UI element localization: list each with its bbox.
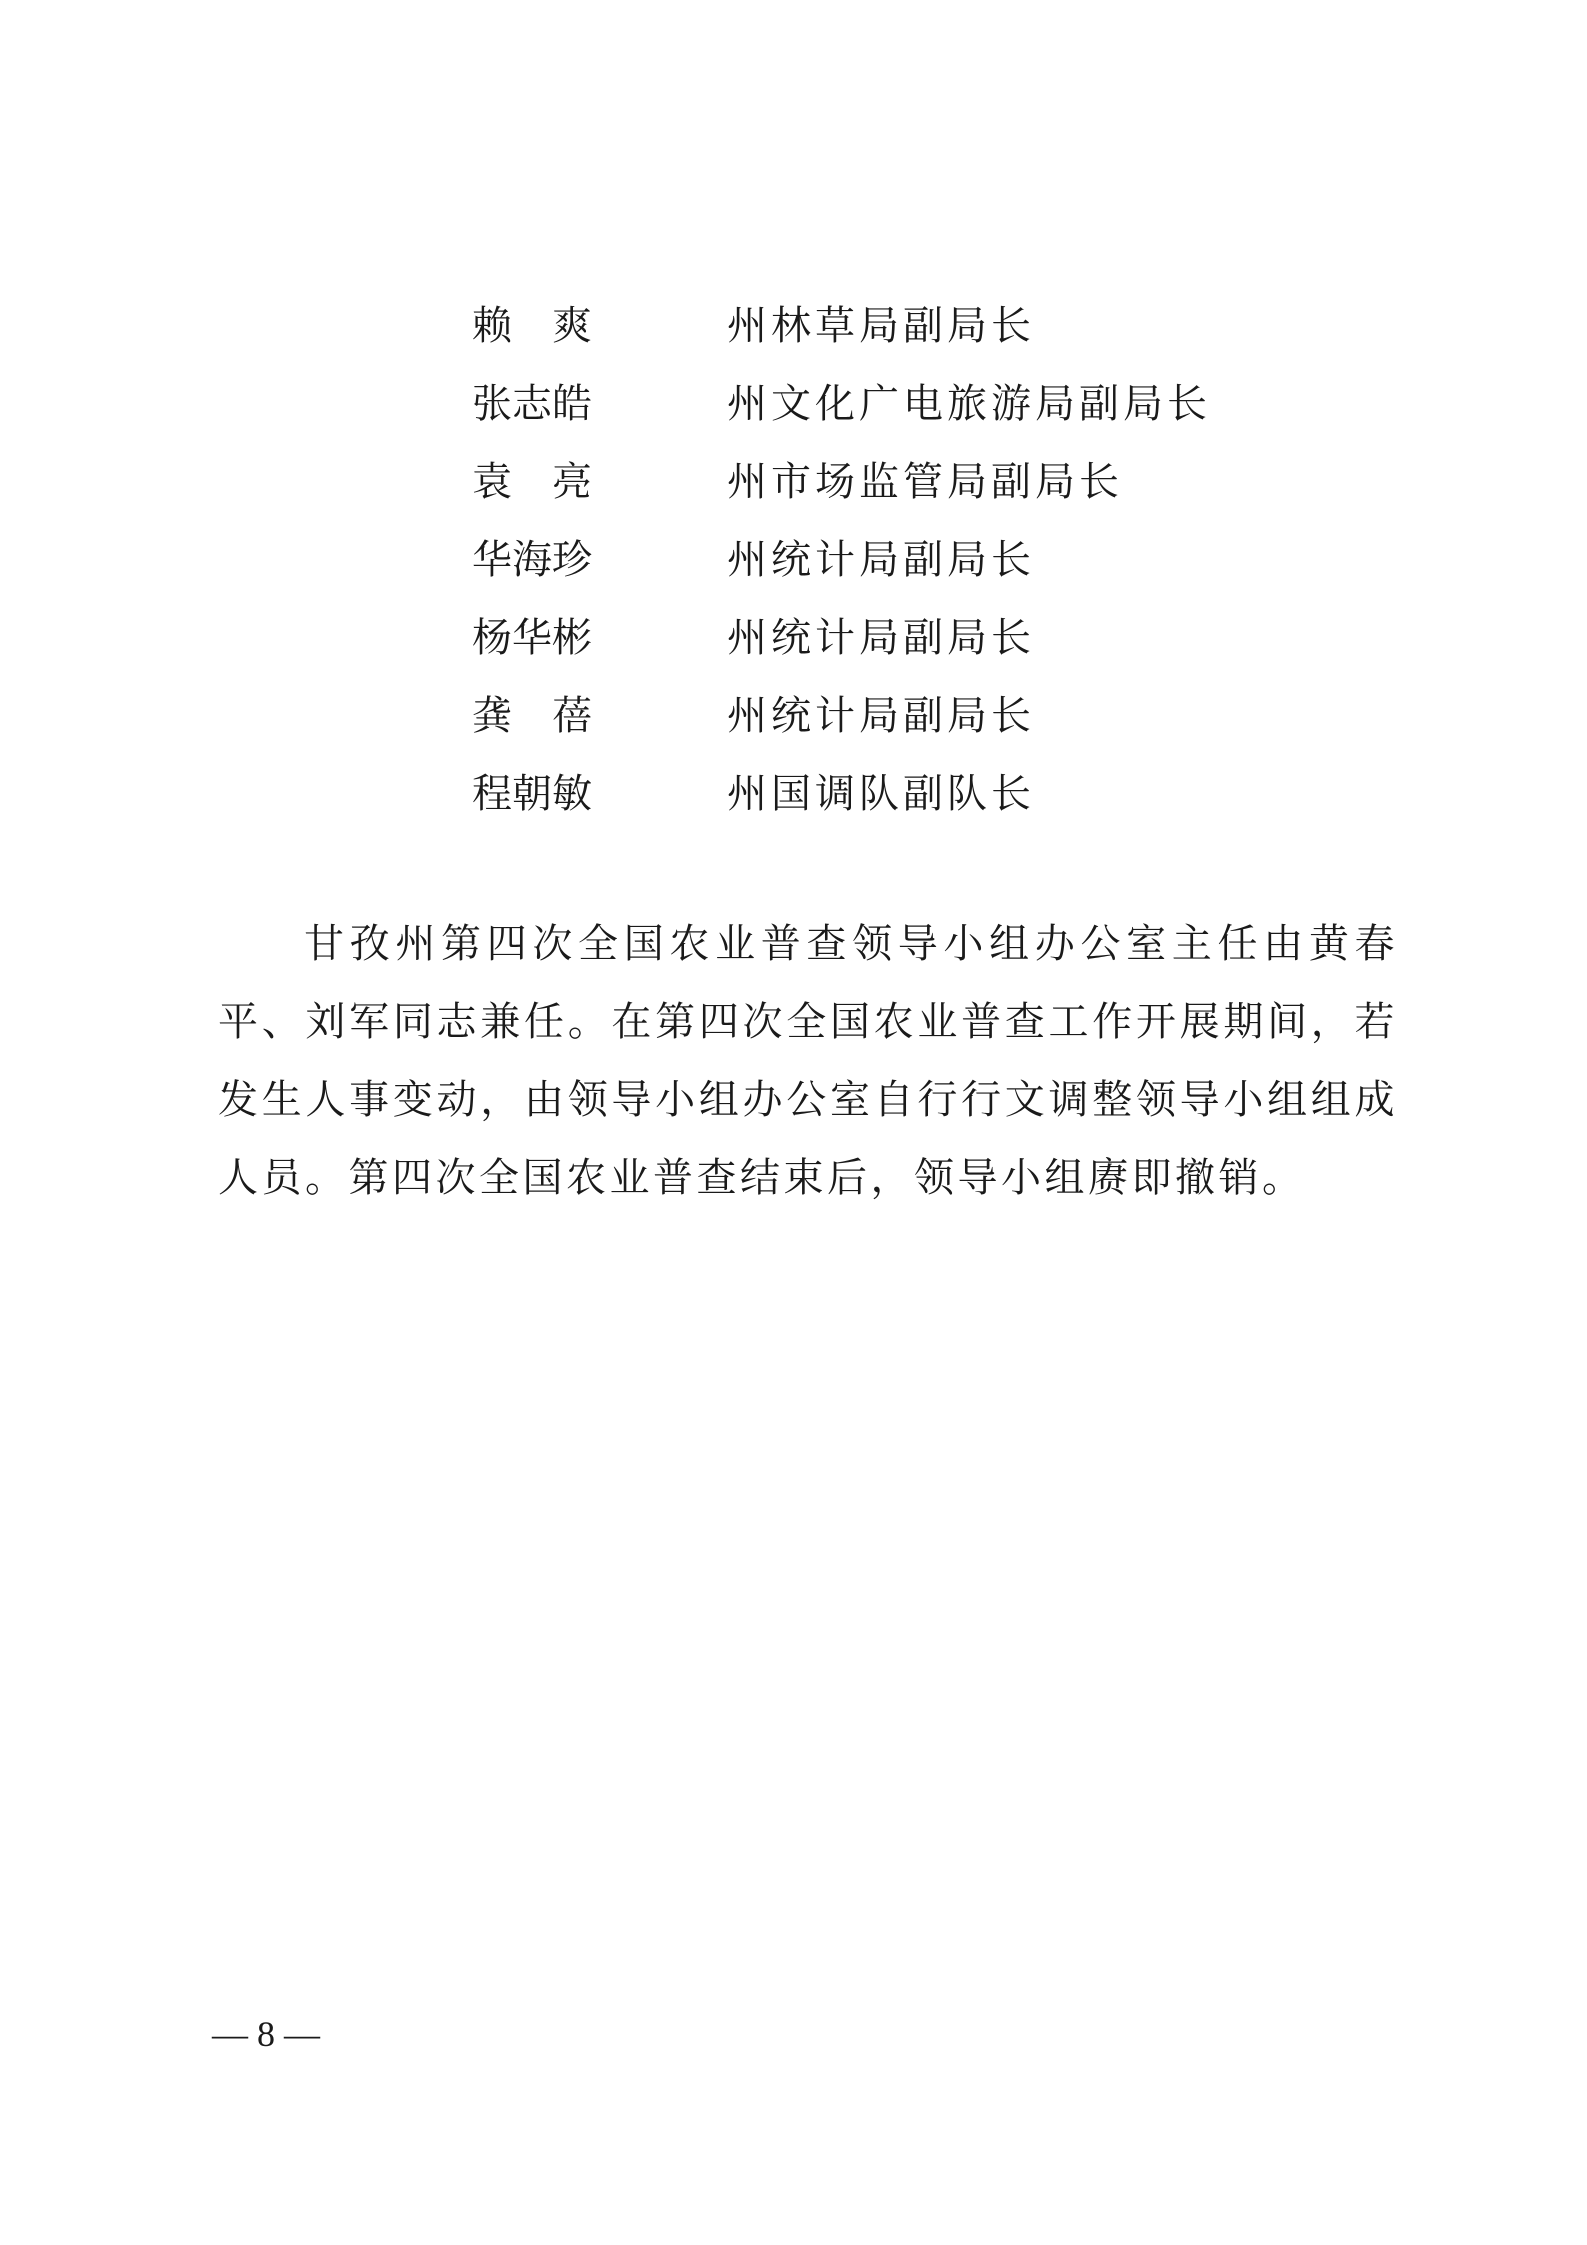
- member-row: [0, 287, 1587, 365]
- member-title: 州统计局副局长: [727, 693, 1035, 739]
- member-row: [0, 677, 1587, 755]
- member-name: 赖 爽: [472, 303, 592, 349]
- member-title: 州国调队副队长: [727, 771, 1035, 817]
- member-name: 龚 蓓: [472, 693, 592, 739]
- member-name: 程朝敏: [472, 771, 592, 817]
- member-title: 州统计局副局长: [727, 615, 1035, 661]
- member-title: 州市场监管局副局长: [727, 459, 1123, 505]
- member-row: [0, 599, 1587, 677]
- member-row: [0, 521, 1587, 599]
- member-row: [0, 365, 1587, 443]
- member-title: 州林草局副局长: [727, 303, 1035, 349]
- member-title: 州统计局副局长: [727, 537, 1035, 583]
- member-title: 州文化广电旅游局副局长: [727, 381, 1211, 427]
- member-name: 张志皓: [472, 381, 592, 427]
- page-number: — 8 —: [212, 2014, 320, 2054]
- member-row: [0, 755, 1587, 833]
- member-row: [0, 443, 1587, 521]
- member-name: 袁 亮: [472, 459, 592, 505]
- member-name: 杨华彬: [472, 615, 592, 661]
- member-name: 华海珍: [472, 537, 592, 583]
- body-paragraph: 甘孜州第四次全国农业普查领导小组办公室主任由黄春平、刘军同志兼任。在第四次全国农业普查工作开展期间，若发生人事变动，由领导小组办公室自行行文调整领导小组组成人员。第四次全国农业普查结束后，领导小组赓即撤销。: [218, 921, 1398, 1201]
